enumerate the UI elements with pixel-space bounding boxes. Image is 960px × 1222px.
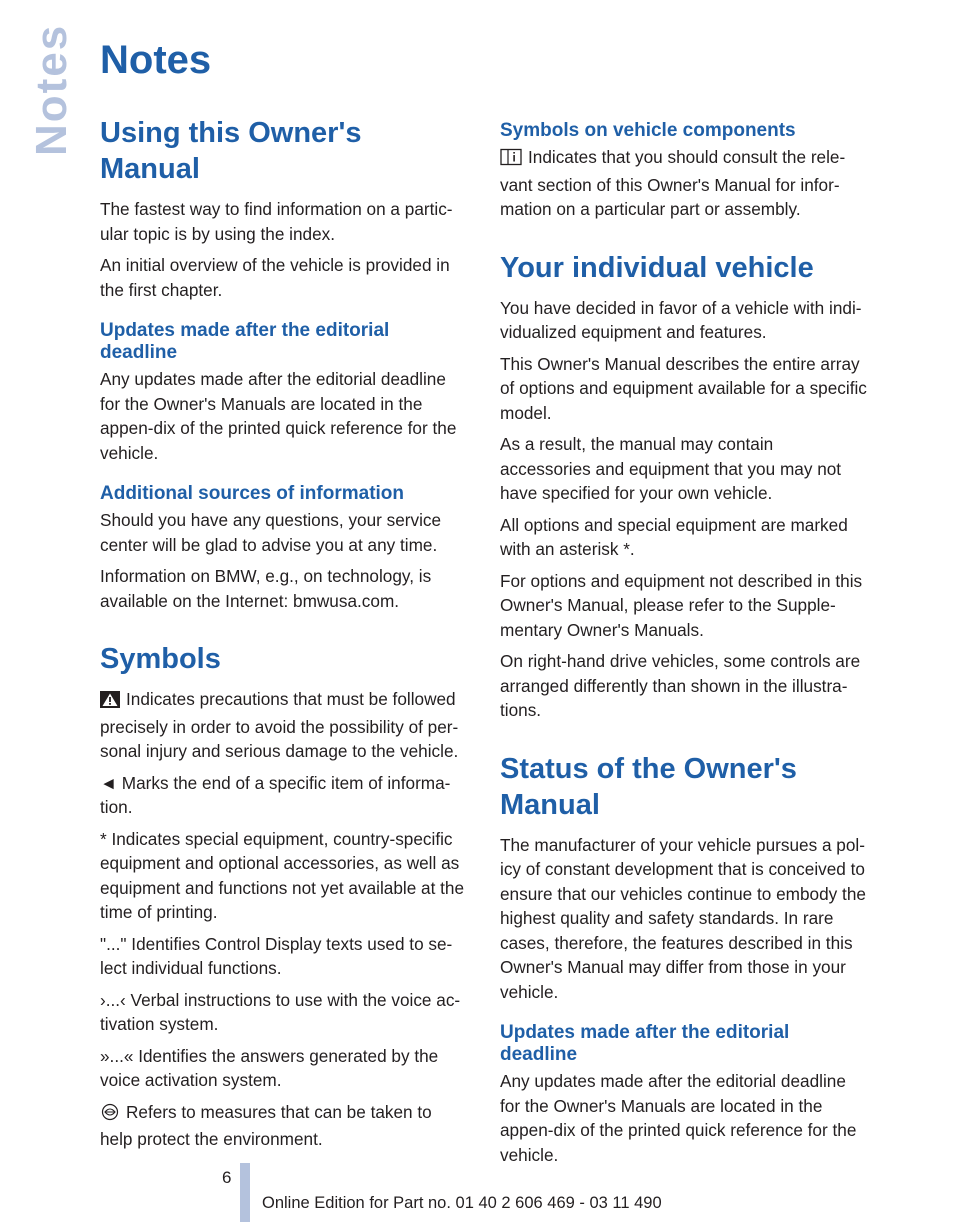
component-symbol-paragraph (500, 145, 868, 222)
heading-updates: Updates made after the editorial deadline (100, 320, 390, 363)
heading-vehicle-components: Symbols on vehicle components (500, 120, 796, 141)
side-tab: Notes (27, 23, 76, 156)
footer-bar (240, 1163, 250, 1222)
page-number: 6 (222, 1168, 232, 1187)
heading-using-manual: Using this Owner's Manual (100, 117, 362, 185)
symbol-asterisk-paragraph: * Indicates special equipment, country-specific equipment and optional accessories, as well as equipment and functions not yet available at the time of printing. (100, 828, 465, 922)
paragraph: An initial overview of the vehicle is provided in the first chapter. (100, 255, 450, 300)
paragraph: The manufacturer of your vehicle pursues a pol-icy of constant development that is conceived to ensure that our vehicles continue to embody the highest quality and safety standards. In rare cases, therefore, the features described in this Owner's Manual may differ from those in your vehicle. (500, 834, 866, 1002)
paragraph: For options and equipment not described in this Owner's Manual, please refer to the Supple-mentary Owner's Manuals. (500, 570, 863, 640)
paragraph: All options and special equipment are marked with an asterisk *. (500, 514, 848, 559)
environment-text: Refers to measures that can be taken to help protect the environment. (100, 1101, 432, 1149)
page-title: Notes (100, 38, 212, 82)
warning-text: Indicates precautions that must be followed precisely in order to avoid the possibility of per-sonal injury and serious damage to the vehicle. (100, 689, 459, 761)
warning-triangle-icon (100, 690, 120, 715)
left-column (100, 115, 468, 1159)
heading-additional-sources: Additional sources of information (100, 483, 405, 504)
paragraph: You have decided in favor of a vehicle with indi-vidualized equipment and features. (500, 297, 862, 342)
symbol-answers-paragraph: »...« Identifies the answers generated by the voice activation system. (100, 1045, 439, 1090)
paragraph: The fastest way to find information on a partic-ular topic is by using the index. (100, 199, 453, 244)
heading-status: Status of the Owner's Manual (500, 752, 797, 821)
paragraph: Any updates made after the editorial deadline for the Owner's Manuals are located in the appen-dix of the printed quick reference for the vehicle. (100, 369, 457, 463)
footer-edition-text: Online Edition for Part no. 01 40 2 606 469 - 03 11 490 (262, 1194, 662, 1212)
component-text: Indicates that you should consult the rele-vant section of this Owner's Manual for infor-mation on a particular part or assembly. (500, 147, 846, 219)
paragraph: As a result, the manual may contain accessories and equipment that you may not have specified for your own vehicle. (500, 434, 842, 503)
symbol-warning-paragraph (100, 687, 468, 764)
symbol-end-mark-paragraph: ◄ Marks the end of a specific item of informa-tion. (100, 772, 451, 817)
paragraph: This Owner's Manual describes the entire array of options and equipment available for a specific model. (500, 353, 867, 423)
symbol-quotes-paragraph: "..." Identifies Control Display texts used to se-lect individual functions. (100, 933, 453, 978)
symbol-environment-paragraph (100, 1100, 468, 1152)
heading-symbols: Symbols (100, 643, 221, 675)
manual-book-icon (500, 148, 522, 173)
right-column (500, 115, 868, 1174)
heading-individual-vehicle: Your individual vehicle (500, 251, 814, 284)
heading-updates-right: Updates made after the editorial deadline (500, 1022, 790, 1065)
paragraph: Should you have any questions, your service center will be glad to advise you at any time. (100, 510, 442, 555)
paragraph: Information on BMW, e.g., on technology, is available on the Internet: bmwusa.com. (100, 566, 432, 611)
symbol-verbal-paragraph: ›...‹ Verbal instructions to use with the voice ac-tivation system. (100, 989, 461, 1034)
paragraph: On right-hand drive vehicles, some controls are arranged differently than shown in the illustra-tions. (500, 651, 861, 720)
leaf-icon (100, 1103, 120, 1128)
paragraph: Any updates made after the editorial deadline for the Owner's Manuals are located in the appen-dix of the printed quick reference for the vehicle. (500, 1071, 857, 1165)
